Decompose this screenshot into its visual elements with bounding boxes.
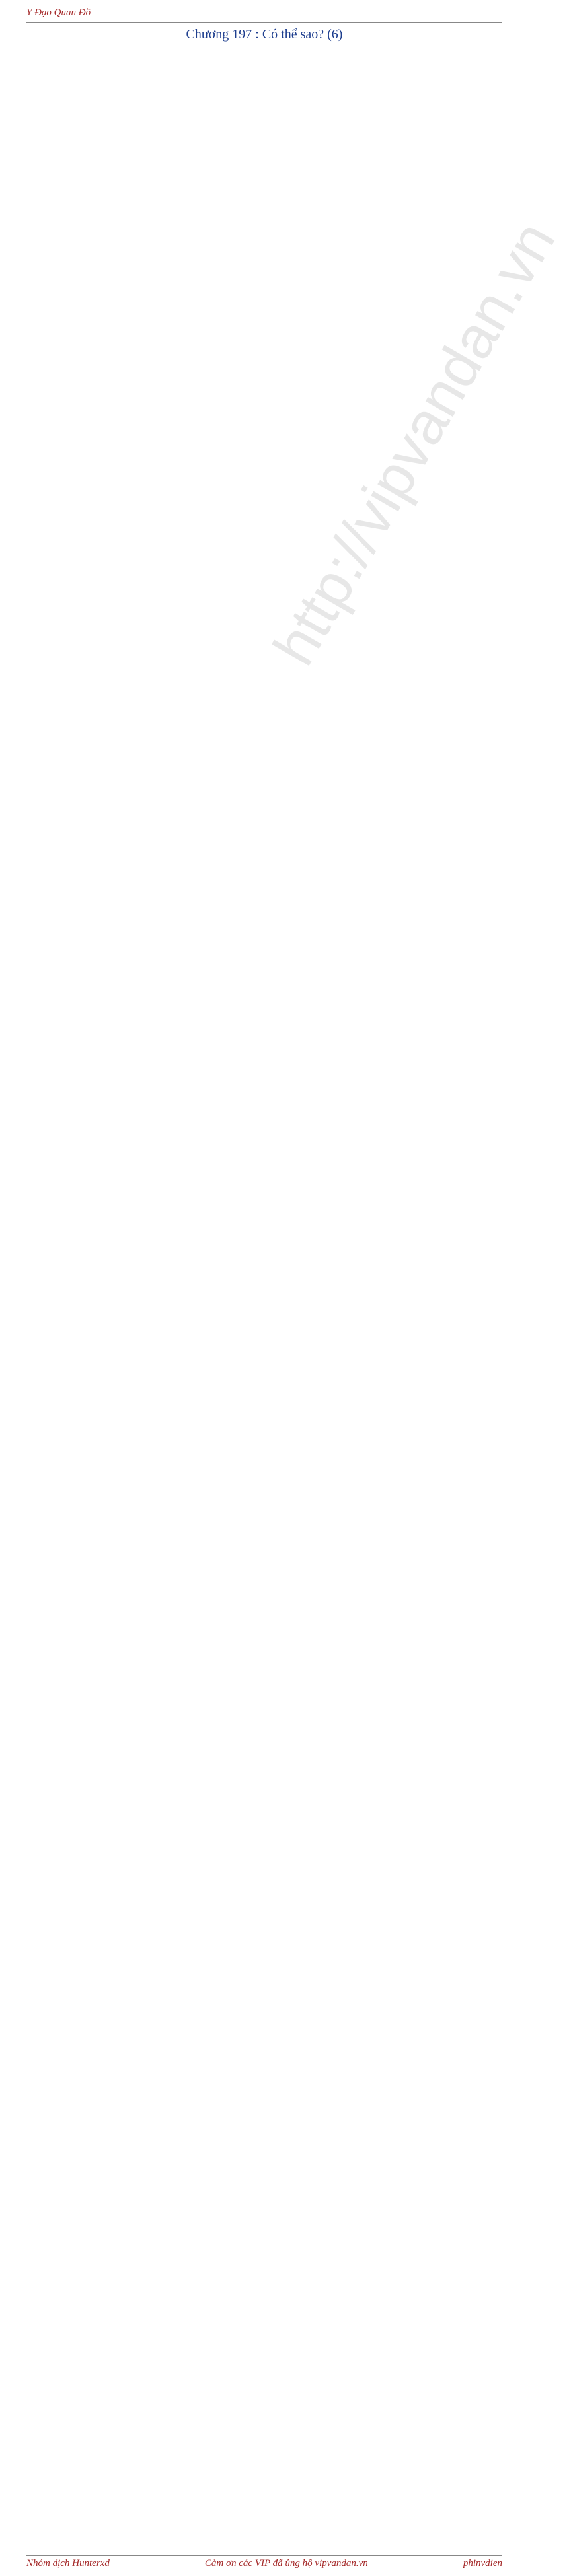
page-footer xyxy=(26,2555,502,2569)
footer-thanks: Cảm ơn các VIP đã ủng hộ vipvandan.vn xyxy=(204,2558,368,2569)
watermark: http://vipvandan.vn xyxy=(261,211,568,676)
footer-username: phinvdien xyxy=(463,2558,502,2569)
chapter-title: Chương 197 : Có thể sao? (6) xyxy=(186,27,343,42)
footer-group: Nhóm dịch Hunterxd xyxy=(26,2558,110,2569)
page-header xyxy=(26,0,502,20)
header-book-title: Y Đạo Quan Đồ xyxy=(26,7,91,18)
header-rule xyxy=(26,22,502,23)
